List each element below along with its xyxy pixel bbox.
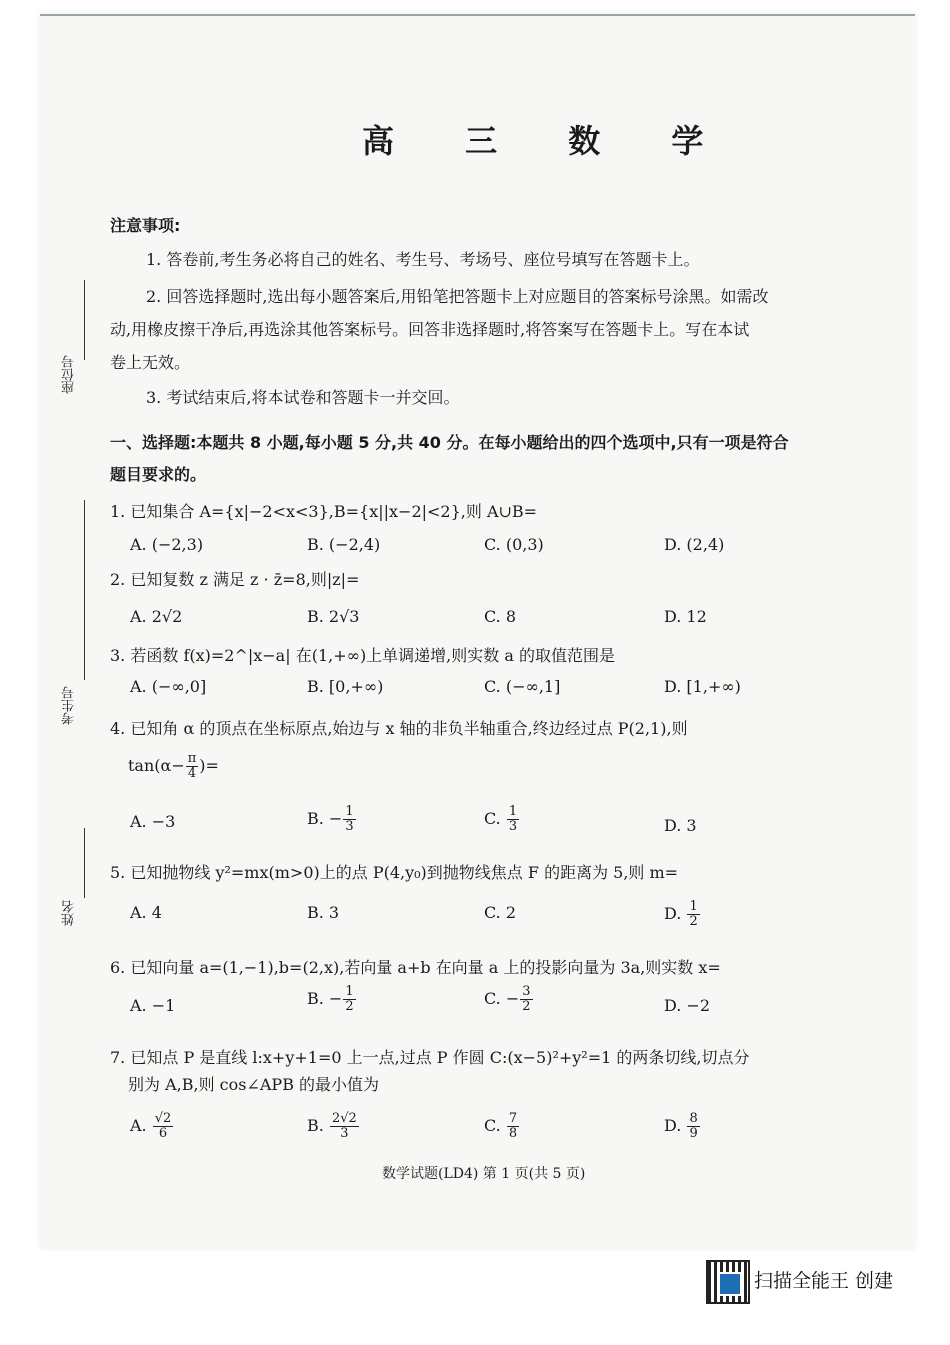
option-d: D. 3 (664, 816, 697, 835)
frac-num: 7 (508, 1111, 518, 1126)
frac-num: π (187, 751, 197, 766)
option-b-prefix: B. (307, 1116, 329, 1135)
option-d-fraction (687, 900, 699, 929)
question-stem-cont (128, 752, 219, 781)
option-b (307, 1112, 360, 1141)
frac-den: 6 (158, 1126, 168, 1141)
notice-item: 1. 答卷前,考生务必将自己的姓名、考生号、考场号、座位号填写在答题卡上。 (146, 250, 700, 269)
notice-item: 动,用橡皮擦干净后,再选涂其他答案标号。回答非选择题时,将答案写在答题卡上。写在本试 (110, 320, 750, 339)
frac-den: 4 (187, 766, 197, 781)
frac-num: √2 (154, 1111, 172, 1126)
option-b-fraction (343, 805, 355, 834)
frac-num: 3 (522, 984, 531, 999)
option-b (307, 985, 357, 1014)
option-a-fraction (153, 1112, 174, 1141)
option-b-prefix: B. − (307, 989, 343, 1008)
option-c: C. 8 (484, 607, 517, 626)
option-a-prefix: A. (130, 1116, 152, 1135)
option-a: A. 4 (130, 903, 162, 922)
option-b (307, 805, 357, 834)
scanner-watermark: 扫描全能王 创建 (754, 1270, 894, 1292)
frac-den: 2 (522, 999, 531, 1014)
option-d: D. −2 (664, 996, 711, 1015)
frac-num: 2√2 (331, 1111, 357, 1126)
page-footer: 数学试题(LD4) 第 1 页(共 5 页) (382, 1166, 586, 1182)
question-stem: 2. 已知复数 z 满足 z · z̄=8,则|z|= (110, 570, 360, 589)
question-stem: 6. 已知向量 a=(1,−1),b=(2,x),若向量 a+b 在向量 a 上的投影向量为 3a,则实数 x= (110, 958, 721, 977)
option-d-prefix: D. (664, 904, 687, 923)
option-d (664, 900, 701, 929)
option-d: D. 12 (664, 607, 707, 626)
option-b-fraction (330, 1112, 359, 1141)
frac-num: 1 (345, 984, 354, 999)
option-a (130, 1112, 174, 1141)
question-stem: 4. 已知角 α 的顶点在坐标原点,始边与 x 轴的非负半轴重合,终边经过点 P(2,1),则 (110, 719, 688, 738)
name-line (84, 828, 85, 898)
option-b-fraction (343, 985, 355, 1014)
option-c-fraction (507, 1112, 519, 1141)
frac-num: 1 (689, 899, 698, 914)
seat-label: 座位号 (62, 355, 77, 394)
name-label: 姓名 (62, 900, 77, 926)
frac-num: 8 (689, 1111, 698, 1126)
qr-logo (718, 1272, 742, 1296)
option-c-fraction (507, 805, 519, 834)
tan-expr-end: )= (199, 756, 219, 775)
option-a: A. 2√2 (130, 607, 183, 626)
option-c: C. (−∞,1] (484, 677, 561, 696)
option-b: B. 2√3 (307, 607, 360, 626)
section-heading: 一、选择题:本题共 8 小题,每小题 5 分,共 40 分。在每小题给出的四个选项中,只有一项是符合 (110, 433, 789, 452)
option-d: D. [1,+∞) (664, 677, 741, 696)
option-b: B. [0,+∞) (307, 677, 384, 696)
option-c-fraction (520, 985, 532, 1014)
option-d-fraction (687, 1112, 699, 1141)
frac-den: 3 (345, 819, 354, 834)
option-b-prefix: B. − (307, 809, 343, 828)
option-a: A. (−∞,0] (130, 677, 207, 696)
option-a: A. −1 (130, 996, 176, 1015)
option-a: A. (−2,3) (130, 535, 204, 554)
notice-item: 2. 回答选择题时,选出每小题答案后,用铅笔把答题卡上对应题目的答案标号涂黑。如需改 (146, 287, 769, 306)
notice-heading: 注意事项: (110, 216, 181, 235)
option-c: C. (0,3) (484, 535, 544, 554)
question-stem-cont: 别为 A,B,则 cos∠APB 的最小值为 (128, 1075, 380, 1094)
option-a: A. −3 (130, 812, 176, 831)
question-stem: 7. 已知点 P 是直线 l:x+y+1=0 上一点,过点 P 作圆 C:(x−5)²+y²=1 的两条切线,切点分 (110, 1048, 750, 1067)
option-c (484, 1112, 520, 1141)
qr-code-icon (706, 1260, 750, 1304)
option-b: B. (−2,4) (307, 535, 381, 554)
frac-den: 3 (508, 819, 518, 834)
question-stem: 5. 已知抛物线 y²=mx(m>0)上的点 P(4,y₀)到抛物线焦点 F 的距离为 5,则 m= (110, 863, 679, 882)
option-c-prefix: C. (484, 809, 506, 828)
option-c-prefix: C. (484, 1116, 506, 1135)
option-b: B. 3 (307, 903, 340, 922)
exam-no-line (84, 500, 85, 680)
pi-over-4-fraction (186, 752, 199, 781)
tan-expr-start: tan(α− (128, 756, 185, 775)
frac-den: 8 (508, 1126, 518, 1141)
frac-num: 1 (508, 804, 518, 819)
frac-den: 2 (345, 999, 354, 1014)
exam-no-label: 考生号 (62, 686, 77, 725)
option-c: C. 2 (484, 903, 517, 922)
page-title: 高 三 数 学 (362, 122, 734, 160)
frac-den: 3 (340, 1126, 349, 1141)
seat-line (84, 280, 85, 360)
option-d (664, 1112, 701, 1141)
frac-den: 2 (689, 914, 698, 929)
option-d: D. (2,4) (664, 535, 725, 554)
option-c (484, 805, 520, 834)
frac-den: 9 (689, 1126, 698, 1141)
frac-num: 1 (345, 804, 354, 819)
option-c-prefix: C. − (484, 989, 520, 1008)
notice-item: 卷上无效。 (110, 353, 191, 372)
option-c (484, 985, 534, 1014)
question-stem: 1. 已知集合 A={x|−2<x<3},B={x||x−2|<2},则 A∪B= (110, 502, 538, 521)
option-d-prefix: D. (664, 1116, 687, 1135)
section-heading-cont: 题目要求的。 (110, 465, 207, 484)
notice-item: 3. 考试结束后,将本试卷和答题卡一并交回。 (146, 388, 460, 407)
question-stem: 3. 若函数 f(x)=2^|x−a| 在(1,+∞)上单调递增,则实数 a 的取值范围是 (110, 646, 615, 665)
